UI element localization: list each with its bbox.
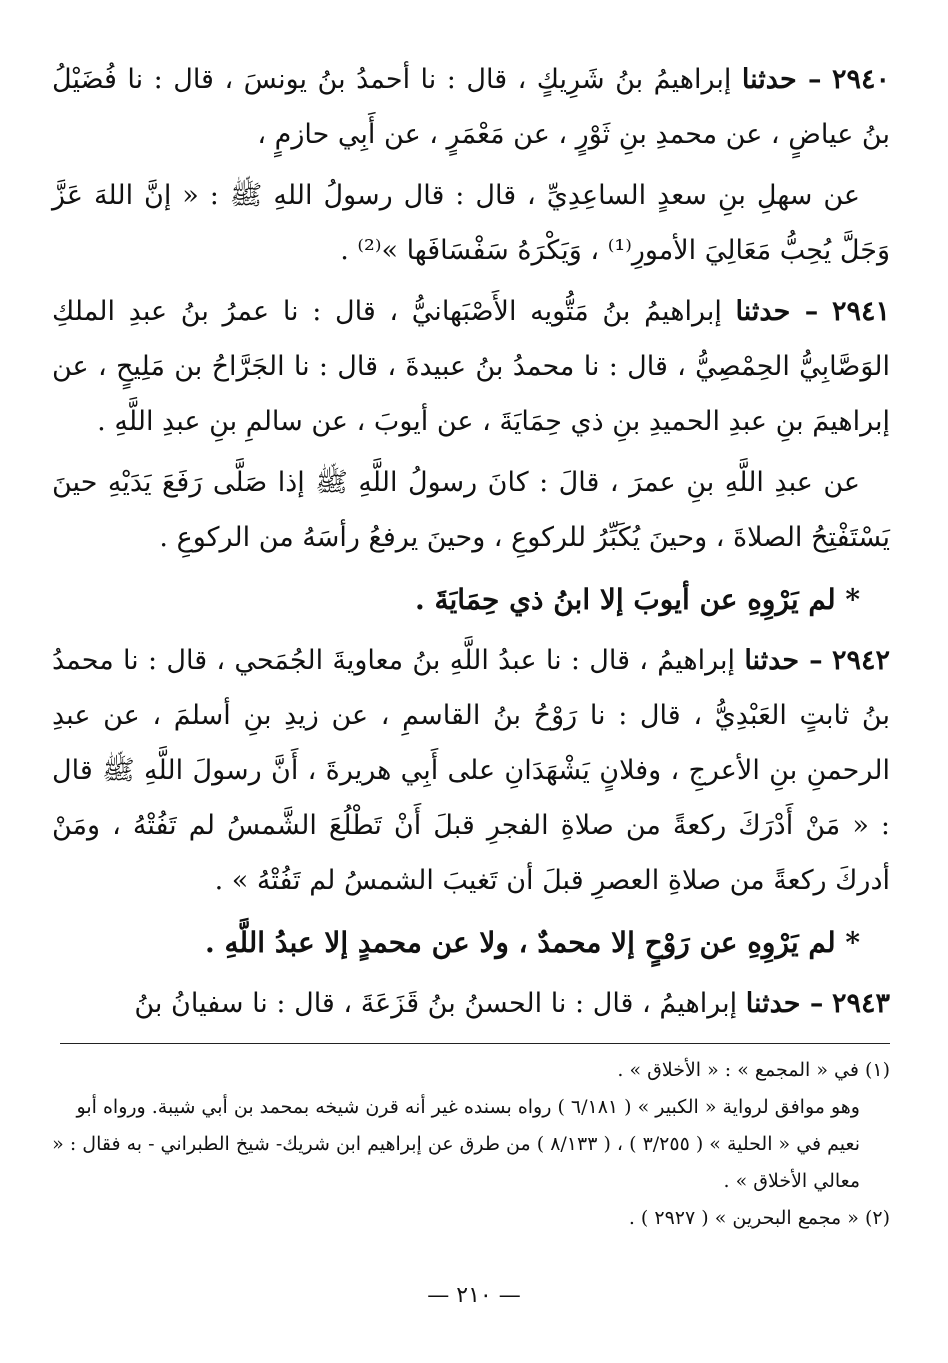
hadith-opening: – حدثنا [741, 64, 822, 95]
opening-word: حدثنا [735, 296, 791, 327]
hadith-2941-note: * لم يَرْوِهِ عن أيوبَ إلا ابنُ ذي حِمَايَةَ . [415, 583, 860, 616]
isnad-text: إبراهيمُ ، قال : نا عبدُ اللَّهِ بنُ معاويةَ الجُمَحي ، قال : نا محمدُ بنُ ثابتٍ العَبْدِيُّ ، قال : نا رَوْحُ بنُ القاسمِ ، عن زيدِ بنِ أسلمَ ، عن عبدِ الرحمنِ بنِ الأعرجِ ، وفلانٍ يَشْهَدَانِ على أَبِي هريرةَ ، أَنَّ رسولَ اللَّهِ ﷺ قال : « مَنْ أَدْرَكَ ركعةً من صلاةِ الفجرِ قبلَ أَنْ تَطْلُعَ الشَّمسُ لم تَفُتْهُ ، ومَنْ أدركَ ركعةً من صلاةِ العصرِ قبلَ أن تَغيبَ الشمسُ لم تَفُتْهُ » . [52, 645, 890, 896]
hadith-2941-matn: عن عبدِ اللَّهِ بنِ عمرَ ، قالَ : كانَ رسولُ اللَّهِ ﷺ إذا صَلَّى رَفَعَ يَدَيْهِ حينَ يَسْتَفْتِحُ الصلاةَ ، وحينَ يُكَبِّرُ للركوعِ ، وحينَ يرفعُ رأسَهُ من الركوعِ . [52, 467, 890, 553]
hadith-2942-note: * لم يَرْوِهِ عن رَوْحٍ إلا محمدٌ ، ولا عن محمدٍ إلا عبدُ اللَّهِ . [204, 926, 860, 959]
opening-word: حدثنا [741, 64, 797, 95]
hadith-2941-isnad [52, 284, 890, 449]
hadith-2940-matn: عن سهلِ بنِ سعدٍ الساعِدِيِّ ، قال : قال رسولُ اللهِ ﷺ : « إنَّ اللهَ عَزَّ وَجَلَّ يُحِبُّ مَعَالِيَ الأمورِ⁽¹⁾ ، وَيَكْرَهُ سَفْسَافَها »⁽²⁾ . [52, 180, 890, 266]
hadith-opening: – حدثنا [735, 296, 819, 327]
isnad-text: إبراهيمُ ، قال : نا الحسنُ بنُ قَزَعَةَ ، قال : نا سفيانُ بنُ [134, 988, 738, 1019]
page-number: — ٢١٠ — [427, 1283, 521, 1308]
hadith-number: ٢٩٤٠ [832, 64, 891, 95]
footnote-divider [60, 1043, 890, 1044]
hadith-number: ٢٩٤١ [831, 296, 890, 327]
isnad-text: إبراهيمُ بنُ مَتُّويه الأَصْبَهانيُّ ، قال : نا عمرُ بنُ عبدِ الملكِ الوَصَّابِيُّ الحِمْصِيُّ ، قال : نا محمدُ بنُ عبيدةَ ، قال : نا الجَرَّاحُ بن مَلِيحٍ ، عن إبراهيمَ بنِ عبدِ الحميدِ بنِ ذي حِمَايَةَ ، عن أيوبَ ، عن سالمِ بنِ عبدِ اللَّهِ . [52, 296, 890, 437]
footnote-1: (١) في « المجمع » : « الأخلاق » . [617, 1059, 890, 1081]
hadith-2942-text [52, 633, 890, 908]
hadith-opening: – حدثنا [744, 645, 823, 676]
isnad-text: إبراهيمُ بنُ شَرِيكٍ ، قال : نا أحمدُ بنُ يونسَ ، قال : نا فُضَيْلُ بنُ عياضٍ ، عن محمدِ بنِ ثَوْرٍ ، عن مَعْمَرٍ ، عن أَبِي حازمٍ ، [52, 64, 890, 150]
hadith-number: ٢٩٤٢ [831, 645, 890, 676]
opening-word: حدثنا [745, 988, 801, 1019]
hadith-opening: – حدثنا [745, 988, 824, 1019]
opening-word: حدثنا [744, 645, 800, 676]
hadith-number: ٢٩٤٣ [831, 988, 890, 1019]
footnote-2: (٢) « مجمع البحرين » ( ٢٩٢٧ ) . [628, 1207, 890, 1229]
hadith-2943-isnad [52, 976, 890, 1031]
hadith-2940-isnad [52, 52, 890, 162]
footnote-1-continuation: وهو موافق لرواية « الكبير » ( ٦/١٨١ ) رواه بسنده غير أنه قرن شيخه بمحمد بن أبي شيبة. ورواه أبو نعيم في « الحلية » ( ٣/٢٥٥ ) ، ( ٨/١٣٣ ) من طرق عن إبراهيم ابن شريك- شيخ الطبراني - به فقال : « معالي الأخلاق » . [52, 1096, 860, 1192]
